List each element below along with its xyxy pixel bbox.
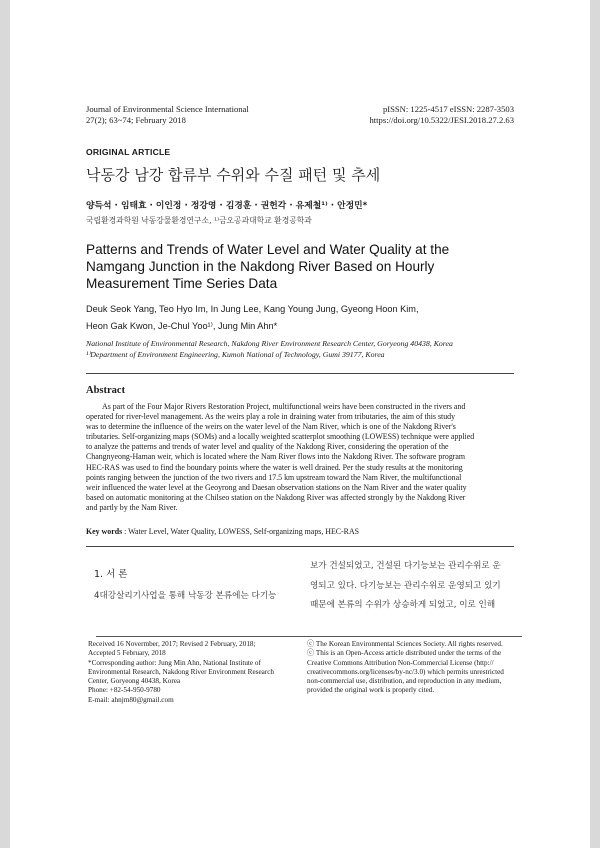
abstract-line: to analyze the patterns and trends of water level and quality of the Nakdong River, considering the operation of the (86, 442, 449, 452)
abstract-line: HEC-RAS was used to find the boundary points where the water is well drained. Per the study results at the monitoring (86, 462, 463, 472)
keywords (86, 527, 359, 536)
body-line: 보가 건설되었고, 건설된 다기능보는 관리수위로 운 (310, 561, 501, 571)
english-title-line: Measurement Time Series Data (86, 276, 278, 291)
abstract-line: points ranging between the junction of the two rivers and 17.5 km upstream toward the Nam River, the multifunctional (86, 472, 462, 482)
section-right-text (310, 557, 518, 616)
abstract-line: tributaries. Self-organizing maps (SOMs) and a locally weighted scatterplot smoothing (LOWESS) technique were applied (86, 432, 475, 442)
abstract-line: Changnyeong-Haman weir, which is located where the Nam River flows into the Nakdong River. The software program (86, 452, 466, 462)
abstract-body (86, 402, 514, 513)
copyright-line: ⓒ This is an Open-Access article distributed under the terms of the (307, 649, 502, 658)
article-history (88, 640, 298, 705)
divider (86, 373, 514, 374)
corresponding-line: Center, Goryeong 40438, Korea (88, 677, 181, 686)
issn: pISSN: 1225-4517 eISSN: 2287-3503 (382, 104, 514, 114)
body-line: 때문에 본류의 수위가 상승하게 되었고, 이로 인해 (310, 600, 496, 610)
abstract-line: was to determine the influence of the weirs on the water level of the Nam River, which is one of the Nakdong River's (86, 422, 456, 432)
phone-line: Phone: +82-54-950-9780 (88, 686, 161, 695)
accepted-line: Accepted 5 February, 2018 (88, 649, 166, 658)
divider (86, 546, 514, 547)
affiliation-line: National Institute of Environmental Research, Nakdong River Environment Research Center, Goryeong 40438, Korea (86, 339, 453, 348)
english-title-line: Patterns and Trends of Water Level and Water Quality at the (86, 242, 450, 257)
keywords-label: Key words (86, 527, 123, 536)
abstract-line: and partly by the Nam River. (86, 502, 178, 512)
korean-authors: 양득석 · 임태효 · 이인정 · 정강영 · 김경훈 · 권헌각 · 유제철¹⁾ · 안정민* (86, 201, 368, 211)
english-title (86, 241, 449, 292)
abstract-heading: Abstract (86, 385, 126, 396)
abstract-line: operated for river-level management. As the weirs play a role in draining water from tributaries, the aim of this study (86, 412, 456, 422)
corresponding-line: *Corresponding author: Jung Min Ahn, National Institute of (88, 658, 261, 667)
corresponding-line: Environmental Research, Nakdong River Environment Research (88, 667, 275, 676)
doi-link[interactable]: https://doi.org/10.5322/JESI.2018.27.2.63 (369, 115, 514, 125)
journal-volume: 27(2); 63~74; February 2018 (86, 115, 186, 125)
section-left-text: 4대강살리기사업을 통해 낙동강 본류에는 다기능 (94, 591, 277, 601)
copyright-line: ⓒ The Korean Environmental Sciences Society. All rights reserved. (307, 640, 503, 648)
body-line: 영되고 있다. 다기능보는 관리수위로 운영되고 있기 (310, 580, 501, 591)
footnote-separator (96, 636, 522, 637)
english-title-line: Namgang Junction in the Nakdong River Based on Hourly (86, 259, 435, 274)
email-line[interactable]: E-mail: ahnjm80@gmail.com (88, 695, 174, 704)
journal-name: Journal of Environmental Science International (86, 104, 249, 114)
copyright-notice (307, 640, 522, 696)
journal-page (10, 0, 590, 848)
copyright-line: creativecommons.org/licenses/by-nc/3.0) which permits unrestricted (307, 667, 504, 676)
english-affiliations (86, 338, 453, 360)
korean-title: 낙동강 남강 합류부 수위와 수질 패턴 및 추세 (86, 166, 381, 184)
section-heading: 1. 서 론 (94, 569, 128, 580)
copyright-line: provided the original work is properly cited. (307, 686, 435, 695)
english-authors-line: Deuk Seok Yang, Teo Hyo Im, In Jung Lee, Kang Young Jung, Gyeong Hoon Kim, (86, 304, 419, 314)
korean-affiliation: 국립환경과학원 낙동강물환경연구소, ¹⁾금오공과대학교 환경공학과 (86, 216, 312, 225)
abstract-line: based on automatic monitoring at the Chilseo station on the Nakdong River was affected strongly by the Nakdong River (86, 492, 466, 502)
copyright-line: Creative Commons Attribution Non-Commercial License (http:// (307, 658, 494, 667)
keywords-text: : Water Level, Water Quality, LOWESS, Self-organizing maps, HEC-RAS (122, 527, 360, 536)
article-type: ORIGINAL ARTICLE (86, 147, 171, 157)
affiliation-line: ¹⁾Department of Environment Engineering, Kumoh National of Technology, Gumi 39177, Korea (86, 350, 385, 359)
abstract-line: weir influenced the water level at the Geoyrong and Daesan observation stations on the Nam River and the water quality (86, 482, 467, 492)
abstract-line: As part of the Four Major Rivers Restoration Project, multifunctional weirs have been constructed in the rivers and (102, 402, 466, 411)
english-authors (86, 301, 419, 335)
english-authors-line: Heon Gak Kwon, Je-Chul Yoo¹⁾, Jung Min Ahn* (86, 321, 278, 331)
copyright-line: non-commercial use, distribution, and reproduction in any medium, (307, 677, 502, 686)
received-line: Received 16 Novermber, 2017; Revised 2 February, 2018; (88, 640, 256, 648)
